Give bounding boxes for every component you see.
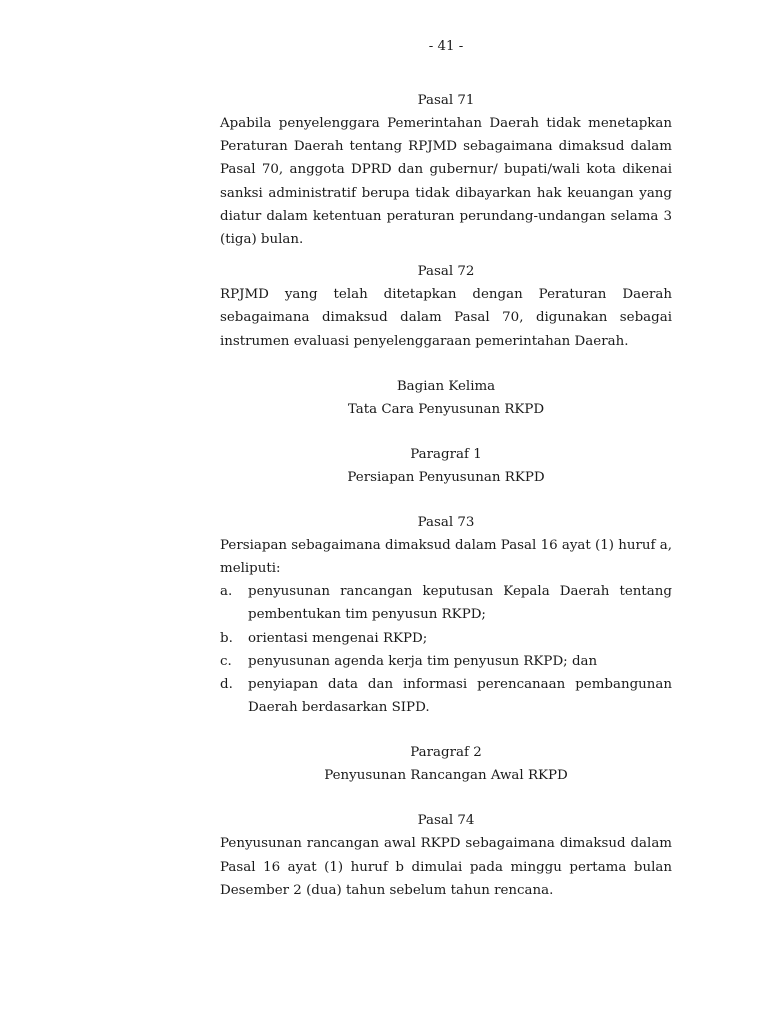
page-number: - 41 - (428, 39, 464, 54)
list-marker: c. (220, 653, 232, 669)
spacer (220, 787, 672, 809)
list-item (220, 650, 672, 673)
paragraf-1-title: Paragraf 1 (410, 446, 482, 462)
pasal-73-title: Pasal 73 (417, 514, 475, 530)
document-body (220, 89, 672, 902)
pasal-73-intro: Persiapan sebagaimana dimaksud dalam Pasal 16 ayat (1) huruf a, meliputi: (220, 537, 672, 577)
bagian-kelima-section (220, 375, 672, 421)
pasal-71-title: Pasal 71 (417, 93, 475, 108)
spacer (220, 251, 672, 260)
bagian-subtitle: Tata Cara Penyusunan RKPD (347, 401, 545, 417)
bagian-title: Bagian Kelima (396, 378, 496, 394)
paragraf-1-subtitle: Persiapan Penyusunan RKPD (347, 469, 545, 485)
list-item (220, 627, 672, 650)
list-item (220, 673, 672, 719)
pasal-72-title: Pasal 72 (417, 264, 475, 280)
pasal-74-text: Penyusunan rancangan awal RKPD sebagaimana dimaksud dalam Pasal 16 ayat (1) huruf b dimulai pada minggu pertama bulan Desember 2 (dua) tahun sebelum tahun rencana. (220, 836, 672, 898)
list-item-text: penyiapan data dan informasi perencanaan pembangunan Daerah berdasarkan SIPD. (248, 677, 672, 716)
spacer (220, 719, 672, 741)
paragraf-2-title: Paragraf 2 (410, 745, 482, 761)
paragraf-1-section (220, 443, 672, 489)
pasal-73-section (220, 511, 672, 720)
list-item-text: penyusunan agenda kerja tim penyusun RKPD; dan (248, 653, 598, 669)
spacer (220, 353, 672, 375)
spacer (220, 489, 672, 511)
paragraf-2-subtitle: Penyusunan Rancangan Awal RKPD (324, 768, 568, 784)
list-marker: b. (220, 630, 233, 646)
pasal-71-text: Apabila penyelenggara Pemerintahan Daerah tidak menetapkan Peraturan Daerah tentang RPJMD sebagaimana dimaksud dalam Pasal 70, anggota DPRD dan gubernur/ bupati/wali kota dikenai sanksi administratif berupa tidak dibayarkan hak keuangan yang diatur dalam ketentuan peraturan perundang-undangan selama 3 (tiga) bulan. (220, 116, 672, 248)
pasal-74-section (220, 809, 672, 902)
list-marker: d. (220, 677, 233, 693)
paragraf-2-section (220, 741, 672, 787)
pasal-72-text: RPJMD yang telah ditetapkan dengan Peraturan Daerah sebagaimana dimaksud dalam Pasal 70, digunakan sebagai instrumen evaluasi penyelenggaraan pemerintahan Daerah. (220, 287, 672, 349)
list-item-text: penyusunan rancangan keputusan Kepala Daerah tentang pembentukan tim penyusun RKPD; (248, 584, 672, 623)
list-item-text: orientasi mengenai RKPD; (248, 630, 428, 646)
pasal-74-title: Pasal 74 (417, 813, 475, 829)
pasal-72-section (220, 260, 672, 353)
list-marker: a. (220, 584, 233, 600)
pasal-73-list (220, 580, 672, 719)
list-item (220, 580, 672, 626)
pasal-71-section (220, 89, 672, 251)
spacer (220, 421, 672, 443)
